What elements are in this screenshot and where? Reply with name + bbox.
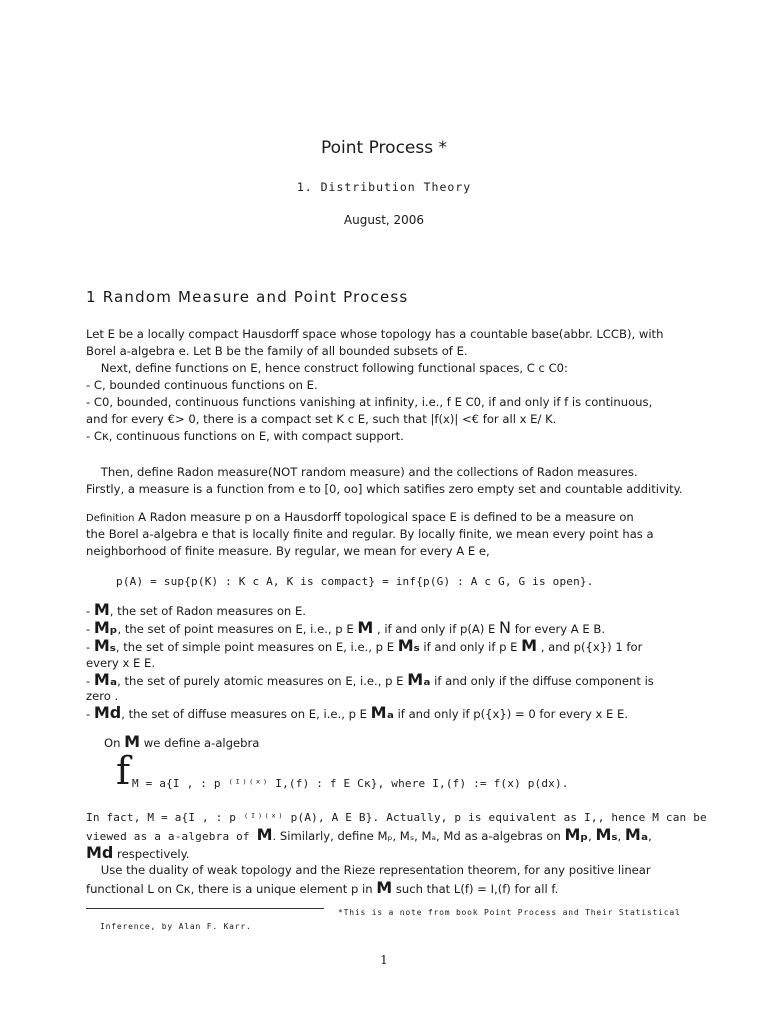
paragraph-line: Next, define functions on E, hence construct following functional spaces, C c C0: [86, 361, 568, 375]
bullet: - [86, 674, 94, 688]
paragraph-line: In fact, M = a{I , : p ⁽ᴵ⁾⁽ˣ⁾ p(A), A E B}. Actually, p is equivalent as I,, hence M can be [86, 811, 707, 824]
paragraph-line [86, 826, 652, 845]
paragraph-line: zero . [86, 689, 119, 703]
list-item: - C0, bounded, continuous functions vanishing at infinity, i.e., f E C0, if and only if f is continuous, [86, 395, 653, 409]
symbol-ma: Mₐ [407, 670, 431, 689]
symbol-md: Md [86, 843, 114, 862]
list-text: if and only if p E [419, 640, 522, 654]
list-text: if and only if p({x}) = 0 for every x E E. [393, 707, 629, 721]
symbol-m: M [376, 878, 393, 897]
definition-label: Definition [86, 513, 135, 524]
list-item [86, 704, 628, 723]
text: we define a-algebra [140, 736, 260, 750]
symbol-ma: Mₐ [370, 703, 394, 722]
bullet: - [86, 622, 94, 636]
symbol-ma: Mₐ [624, 825, 649, 844]
separator: , [648, 829, 652, 843]
footnote-line: Inference, by Alan F. Karr. [100, 922, 252, 931]
equation: M = a{I , : p ⁽ᴵ⁾⁽ˣ⁾ I,(f) : f E Cκ}, where I,(f) := f(x) p(dx). [132, 777, 569, 790]
footnote-line: *This is a note from book Point Process and Their Statistical [338, 908, 681, 917]
paragraph-line: and for every €> 0, there is a compact set K c E, such that |f(x)| <€ for all x E/ K. [86, 412, 557, 426]
paper-date: August, 2006 [343, 213, 425, 227]
symbol-ms: Mₛ [397, 636, 420, 655]
list-text: , the set of point measures on E, i.e., p E [117, 622, 358, 636]
list-item [86, 637, 642, 656]
list-text: , and p({x}) 1 for [537, 640, 643, 654]
list-item [86, 671, 654, 690]
symbol-ma: Mₐ [93, 670, 118, 689]
text: such that L(f) = I,(f) for all f. [392, 882, 559, 896]
symbol-m: M [357, 618, 374, 637]
list-text: , the set of purely atomic measures on E, i.e., p E [117, 674, 408, 688]
paper-title: Point Process * [320, 138, 447, 158]
symbol-ms: Mₛ [93, 636, 116, 655]
symbol-m: M [521, 636, 538, 655]
paragraph-line [86, 844, 190, 863]
symbol-mp: Mₚ [93, 618, 118, 637]
paragraph-line: every x E E. [86, 656, 156, 670]
paragraph-line: the Borel a-algebra e that is locally finite and regular. By locally finite, we mean every point has a [86, 527, 654, 541]
separator: , [617, 829, 625, 843]
list-text: , if and only if p(A) E [373, 622, 500, 636]
symbol-md: Md [93, 703, 122, 722]
list-text: , the set of simple point measures on E, i.e., p E [115, 640, 398, 654]
symbol-m: M [256, 825, 273, 844]
paragraph-line: Firstly, a measure is a function from e to [0, oo] which satifies zero empty set and countable additivity. [86, 482, 683, 496]
list-item: - Cκ, continuous functions on E, with compact support. [86, 429, 404, 443]
list-item: - C, bounded continuous functions on E. [86, 378, 318, 392]
bullet: - [86, 604, 94, 618]
section-heading: 1 Random Measure and Point Process [86, 288, 409, 306]
list-item [86, 601, 306, 620]
separator: , [588, 829, 596, 843]
paragraph-line: Borel a-algebra e. Let B be the family of all bounded subsets of E. [86, 344, 468, 358]
text: viewed as a a-algebra of [86, 830, 257, 843]
symbol-ms: Mₛ [595, 825, 618, 844]
script-f-symbol: f [116, 749, 131, 793]
paragraph-line [86, 879, 558, 898]
paragraph-line: Let E be a locally compact Hausdorff space whose topology has a countable base(abbr. LCCB), with [86, 327, 664, 341]
text: respectively. [113, 847, 190, 861]
definition-text: A Radon measure p on a Hausdorff topological space E is defined to be a measure on [134, 510, 634, 524]
paragraph-line: Use the duality of weak topology and the Rieze representation theorem, for any positive linear [86, 863, 651, 877]
symbol-mp: Mₚ [564, 825, 589, 844]
bullet: - [86, 640, 94, 654]
paragraph-line: Then, define Radon measure(NOT random measure) and the collections of Radon measures. [86, 465, 638, 479]
list-text: , the set of Radon measures on E. [109, 604, 306, 618]
symbol-n: N [499, 618, 512, 637]
text: . Similarly, define Mₚ, Mₛ, Mₐ, Md as a-algebras on [272, 829, 565, 843]
list-text: for every A E B. [511, 622, 606, 636]
equation: p(A) = sup{p(K) : K c A, K is compact} = inf{p(G) : A c G, G is open}. [116, 575, 594, 588]
list-text: if and only if the diffuse component is [430, 674, 654, 688]
text: On [104, 736, 125, 750]
list-text: , the set of diffuse measures on E, i.e., p E [121, 707, 371, 721]
paper-subtitle: 1. Distribution Theory [296, 180, 472, 194]
definition-line [86, 509, 634, 527]
bullet: - [86, 707, 94, 721]
symbol-m: M [124, 732, 141, 751]
text: functional L on Cκ, there is a unique element p in [86, 882, 377, 896]
footnote-rule [86, 908, 324, 909]
symbol-m: M [93, 600, 110, 619]
page-number: 1 [380, 953, 388, 967]
paragraph-line: neighborhood of finite measure. By regular, we mean for every A E e, [86, 544, 490, 558]
